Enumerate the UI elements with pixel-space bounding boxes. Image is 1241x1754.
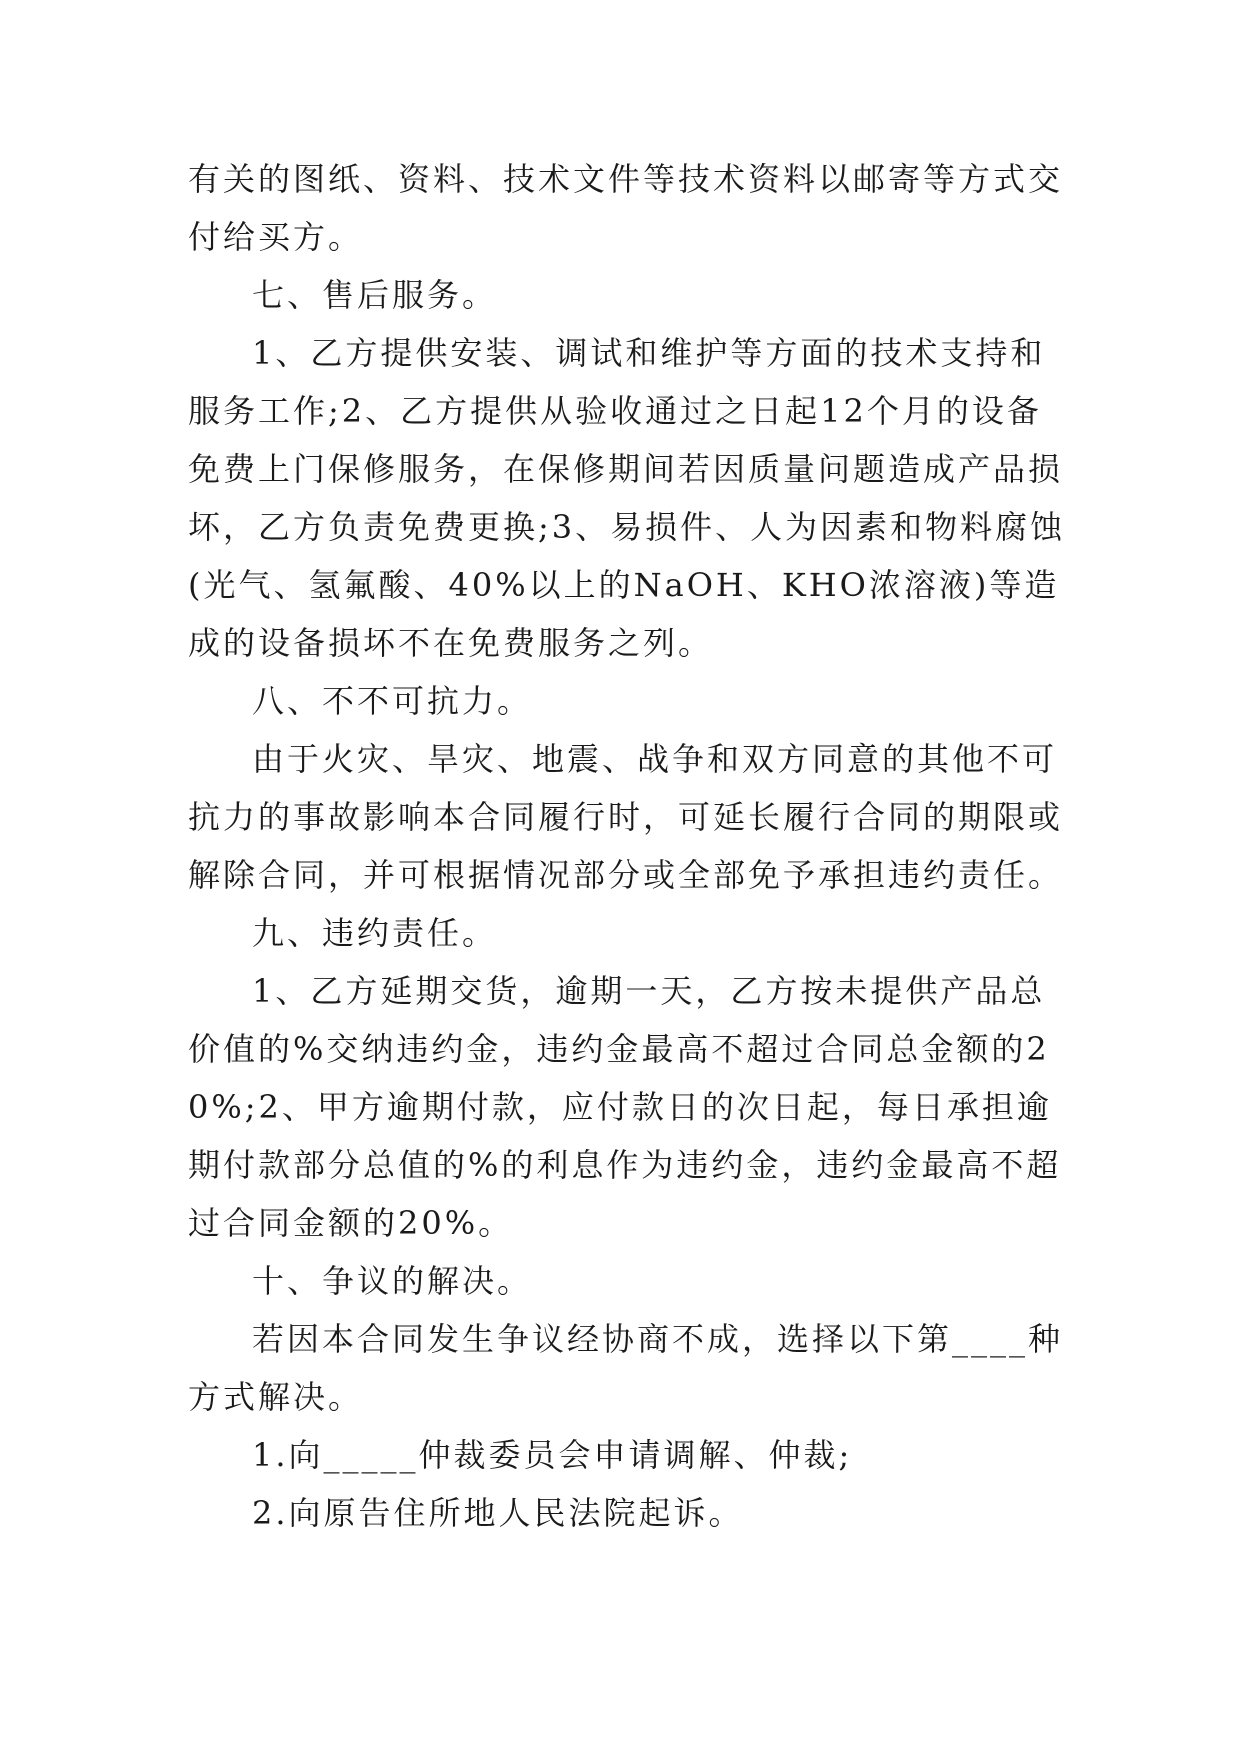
paragraph-dispute-choice: 若因本合同发生争议经协商不成，选择以下第____种方式解决。 <box>188 1320 1064 1416</box>
document-body <box>188 150 1068 1542</box>
paragraph-technical-docs: 有关的图纸、资料、技术文件等技术资料以邮寄等方式交付给买方。 <box>188 160 1064 256</box>
heading-force-majeure: 八、不不可抗力。 <box>252 682 533 720</box>
paragraph-after-sales-terms: 1、乙方提供安装、调试和维护等方面的技术支持和服务工作;2、乙方提供从验收通过之日起12个月的设备免费上门保修服务，在保修期间若因质量问题造成产品损坏，乙方负责免费更换;3、易损件、人为因素和物料腐蚀(光气、氢氟酸、40%以上的NaOH、KHO浓溶液)等造成的设备损坏不在免费服务之列。 <box>188 334 1066 662</box>
paragraph-force-majeure: 由于火灾、旱灾、地震、战争和双方同意的其他不可抗力的事故影响本合同履行时，可延长履行合同的期限或解除合同，并可根据情况部分或全部免予承担违约责任。 <box>188 740 1064 894</box>
heading-liability-for-breach: 九、违约责任。 <box>252 914 498 952</box>
heading-dispute-resolution: 十、争议的解决。 <box>252 1262 533 1300</box>
paragraph-option-court: 2.向原告住所地人民法院起诉。 <box>252 1494 744 1532</box>
heading-after-sales-service: 七、售后服务。 <box>252 276 498 314</box>
paragraph-option-arbitration: 1.向_____仲裁委员会申请调解、仲裁; <box>252 1436 853 1474</box>
paragraph-liability-terms: 1、乙方延期交货，逾期一天，乙方按未提供产品总价值的%交纳违约金，违约金最高不超过合同总金额的20%;2、甲方逾期付款，应付款日的次日起，每日承担逾期付款部分总值的%的利息作为违约金，违约金最高不超过合同金额的20%。 <box>188 972 1062 1242</box>
